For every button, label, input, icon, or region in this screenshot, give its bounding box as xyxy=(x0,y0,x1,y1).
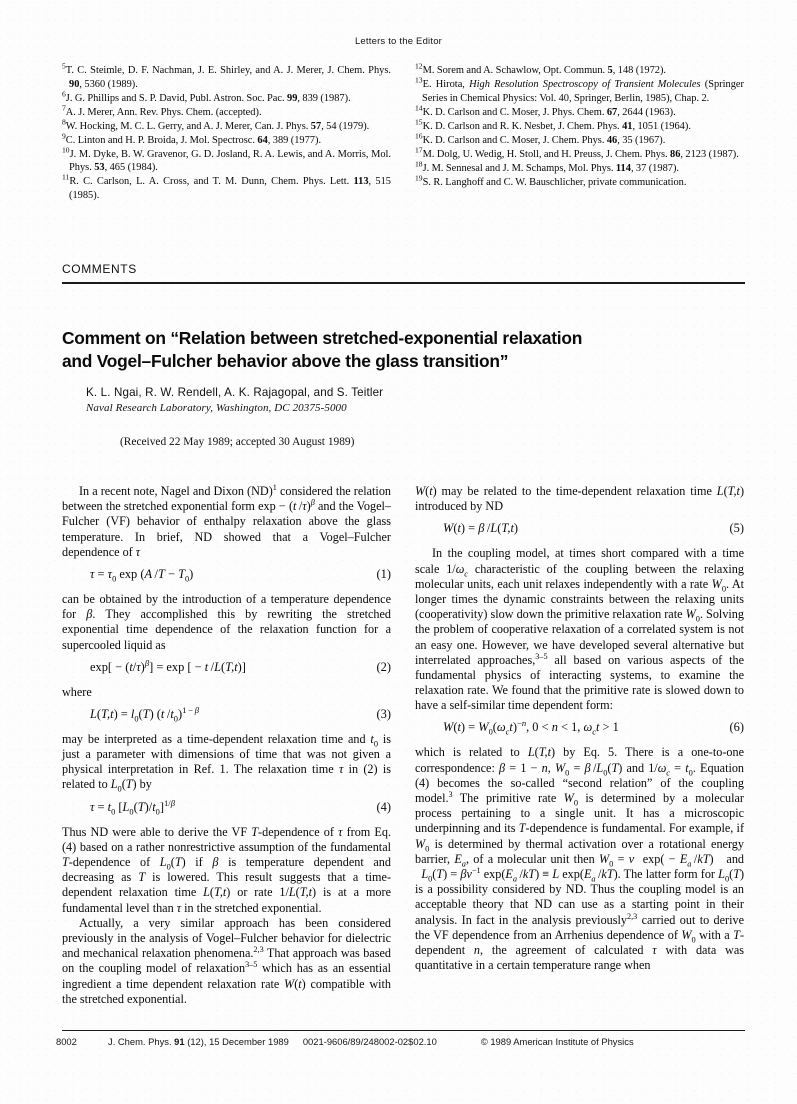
reference-number: 14 xyxy=(415,103,423,113)
body-paragraph: W(t) may be related to the time-dependent relaxation time L(T,t) introduced by ND xyxy=(415,484,744,514)
body-paragraph: which is related to L(T,t) by Eq. 5. There is a one-to-one correspondence: β = 1 − n, $W_0 = \beta$ $/L_0(T)$ and $1/\omega_c = t_0$. Equation (4) becomes the so-called “second relation” of the coupling model.$^3$ The primitive rate $W_0$ is determined by a molecular process pertaining to a single unit. It has a microscopic underpinning and its T-dependence is fundamental. For example, if $W_0$ is determined by thermal activation over a rotational energy barrier, $E_a$, of a molecular unit then $W_0 = \nu$ $\exp( - E_a$ /kT) and $L_0(T) = \beta\nu^{-1}$ $\exp(E_a$ /kT) ≡ L $\exp(E_a$ /kT). The latter form for $L_0(T)$ is a possibility considered by ND. Thus the coupling model is an acceptable theory that ND can use as a starting point in their analysis. In fact in the analysis previously$^{2,3}$ carried out to derive the VF dependence from an Arrhenius dependence of $W_0$ with a T-dependent n, the agreement of calculated τ with data was quantitative in a certain temperature range when xyxy=(415,745,745,973)
reference-number: 13 xyxy=(415,75,423,85)
equation xyxy=(62,567,391,585)
reference-item: $^{13}$E. Hirota, High Resolution Spectroscopy of Transient Molecules (Springer Series in Chemical Physics: Vol. 40, Springer, Berlin, 1985), Chap. 2. xyxy=(415,75,744,104)
equation-number: (3) xyxy=(376,706,391,721)
body-paragraph: can be obtained by the introduction of a temperature dependence for β. They accomplished this by rewriting the stretched exponential time dependence of the relaxation function for a supercooled liquid as xyxy=(62,591,391,652)
body-paragraph: may be interpreted as a time-dependent relaxation time and $t_0$ is just a parameter with dimensions of time that was not given a physical interpretation in Ref. 1. The relaxation time τ in (2) is related to $L_0(T)$ by xyxy=(62,731,391,794)
reference-block xyxy=(62,61,745,203)
article-title-line-1: Comment on “Relation between stretched-exponential relaxation xyxy=(62,328,583,348)
equation-body: W(t) = β /L(T,t) xyxy=(443,521,519,536)
footer-page-number: 8002 xyxy=(56,1036,77,1047)
reference-item: $^{15}$K. D. Carlson and R. K. Nesbet, J. Chem. Phys. 41, 1051 (1964). xyxy=(415,117,691,132)
reference-number: 12 xyxy=(415,61,423,71)
equation-number: (4) xyxy=(376,799,391,814)
reference-number: 9 xyxy=(62,131,66,141)
reference-number: 16 xyxy=(415,131,423,141)
reference-item: $^7$A. J. Merer, Ann. Rev. Phys. Chem. (accepted). xyxy=(62,103,262,118)
reference-item: $^{12}$M. Sorem and A. Schawlow, Opt. Commun. 5, 148 (1972). xyxy=(415,61,667,76)
reference-item: $^8$W. Hocking, M. C. L. Gerry, and A. J. Merer, Can. J. Phys. 57, 54 (1979). xyxy=(62,117,370,132)
equation-body: $\tau = t_0$ $[L_0(T)/t_0]^{1/\beta}$ xyxy=(90,797,175,817)
reference-item: $^9$C. Linton and H. P. Broida, J. Mol. Spectrosc. 64, 389 (1977). xyxy=(62,131,322,146)
reference-column-right xyxy=(415,61,744,203)
section-label: COMMENTS xyxy=(62,262,137,276)
equation xyxy=(62,704,391,725)
reference-item: $^{16}$K. D. Carlson and C. Moser, J. Chem. Phys. 46, 35 (1967). xyxy=(415,131,666,146)
body-column-left xyxy=(62,484,391,1007)
reference-item: $^6$J. G. Phillips and S. P. David, Publ. Astron. Soc. Pac. 99, 839 (1987). xyxy=(62,89,351,104)
reference-number: 7 xyxy=(62,103,66,113)
reference-column-left xyxy=(62,61,391,203)
reference-number: 17 xyxy=(415,145,423,155)
reference-number: 5 xyxy=(62,61,66,71)
footer-rule xyxy=(62,1030,745,1031)
reference-item: $^{18}$J. M. Sennesal and J. M. Schamps, Mol. Phys. 114, 37 (1987). xyxy=(415,159,680,174)
reference-item: $^{10}$J. M. Dyke, B. W. Gravenor, G. D. Josland, R. A. Lewis, and A. Morris, Mol. Phys. 53, 465 (1984). xyxy=(62,145,391,174)
body-column-right xyxy=(415,484,744,1007)
equation-number: (2) xyxy=(376,659,391,674)
equation-body: $W(t) = W_0(\omega_ct)^{-n}$, 0 < n < 1, $\omega_ct > 1$ xyxy=(443,718,619,737)
reference-item: $^{19}$S. R. Langhoff and C. W. Bauschlicher, private communication. xyxy=(415,173,687,188)
body-paragraph: In the coupling model, at times short compared with a time scale $1/\omega_c$ characteristic of the coupling between the relaxing molecular units, each unit relaxes independently with a rate $W_0$. At longer times the dynamic constraints between the relaxing units (cooperativity) slow down the primitive relaxation rate $W_0$. Solving the problem of cooperative relaxation of a correlated system is not an easy one. However, we have developed several alternative but interrelated approaches,$^{3-5}$ all based on various aspects of the fundamental physics of interacting systems, to examine the relaxation rate. We found that the primitive rate is slowed down to have a self-similar time dependent form: xyxy=(415,546,745,713)
reference-number: 15 xyxy=(415,117,423,127)
section-header-block xyxy=(62,262,745,284)
article-title-line-2: and Vogel–Fulcher behavior above the glass transition” xyxy=(62,350,509,371)
section-rule xyxy=(62,282,745,284)
equation xyxy=(62,797,391,818)
running-head: Letters to the Editor xyxy=(354,36,443,47)
reference-item: $^{11}$R. C. Carlson, L. A. Cross, and T. M. Dunn, Chem. Phys. Lett. 113, 515 (1985). xyxy=(62,172,391,201)
article-affiliation: Naval Research Laboratory, Washington, DC 20375-5000 xyxy=(86,402,347,415)
equation xyxy=(415,720,744,738)
body-paragraph: In a recent note, Nagel and Dixon (ND)$^1$ considered the relation between the stretched exponential form exp − (t /τ)$^\beta$ and the Vogel–Fulcher (VF) behavior of enthalpy relaxation above the glass temperature. In brief, ND showed that a Vogel–Fulcher dependence of τ xyxy=(62,482,392,559)
reference-number: 18 xyxy=(415,159,423,169)
footer-article-code: 0021-9606/89/248002-02$02.10 xyxy=(302,1036,437,1047)
reference-number: 19 xyxy=(415,173,423,183)
footer-journal-citation: J. Chem. Phys. 91 (12), 15 December 1989 xyxy=(108,1036,289,1047)
reference-number: 10 xyxy=(62,145,70,155)
equation-body: $L(T,t) = l_0(T)$ (t $/t_0)^{1 - \beta}$ xyxy=(90,704,199,724)
body-paragraph: Thus ND were able to derive the VF T-dependence of τ from Eq. (4) based on a rather nonrestrictive assumption of the fundamental T-dependence of $L_0(T)$ if β is temperature dependent and decreasing as T is lowered. This result suggests that a time-dependent relaxation time L(T,t) or rate 1/L(T,t) is at a more fundamental level than τ in the stretched exponential. xyxy=(62,824,391,915)
equation xyxy=(62,657,391,678)
equation-body: $\tau = \tau_0$ exp (A $/T - T_0$) xyxy=(90,566,194,584)
equation xyxy=(415,521,744,539)
reference-item: $^{14}$K. D. Carlson and C. Moser, J. Phys. Chem. 67, 2644 (1963). xyxy=(415,103,676,118)
equation-body: $\exp[ - (t/\tau)^\beta] = \exp$ [ − t /L(T,t)] xyxy=(90,657,246,674)
article-received-date: (Received 22 May 1989; accepted 30 August 1989) xyxy=(120,436,355,449)
article-header xyxy=(62,327,745,448)
reference-item: $^5$T. C. Steimle, D. F. Nachman, J. E. Shirley, and A. J. Merer, J. Chem. Phys. 90, 5360 (1989). xyxy=(62,61,391,90)
footer-copyright: © 1989 American Institute of Physics xyxy=(480,1036,634,1047)
article-title xyxy=(62,327,745,372)
page-footer xyxy=(56,1036,756,1047)
article-authors: K. L. Ngai, R. W. Rendell, A. K. Rajagopal, and S. Teitler xyxy=(86,386,384,400)
body-paragraph: where xyxy=(62,684,92,699)
body-paragraph: Actually, a very similar approach has been considered previously in the analysis of Vogel–Fulcher behavior for dielectric and mechanical relaxation phenomena.$^{2,3}$ That approach was based on the coupling model of relaxation$^{3-5}$ which has as an essential ingredient a time dependent relaxation rate W(t) compatible with the stretched exponential. xyxy=(62,915,392,1006)
reference-item: $^{17}$M. Dolg, U. Wedig, H. Stoll, and H. Preuss, J. Chem. Phys. 86, 2123 (1987). xyxy=(415,145,739,160)
article-body xyxy=(62,484,745,1007)
reference-number: 6 xyxy=(62,89,66,99)
equation-number: (1) xyxy=(376,566,391,581)
reference-number: 11 xyxy=(62,172,70,182)
equation-number: (6) xyxy=(729,720,744,735)
equation-number: (5) xyxy=(729,521,744,536)
reference-number: 8 xyxy=(62,117,66,127)
